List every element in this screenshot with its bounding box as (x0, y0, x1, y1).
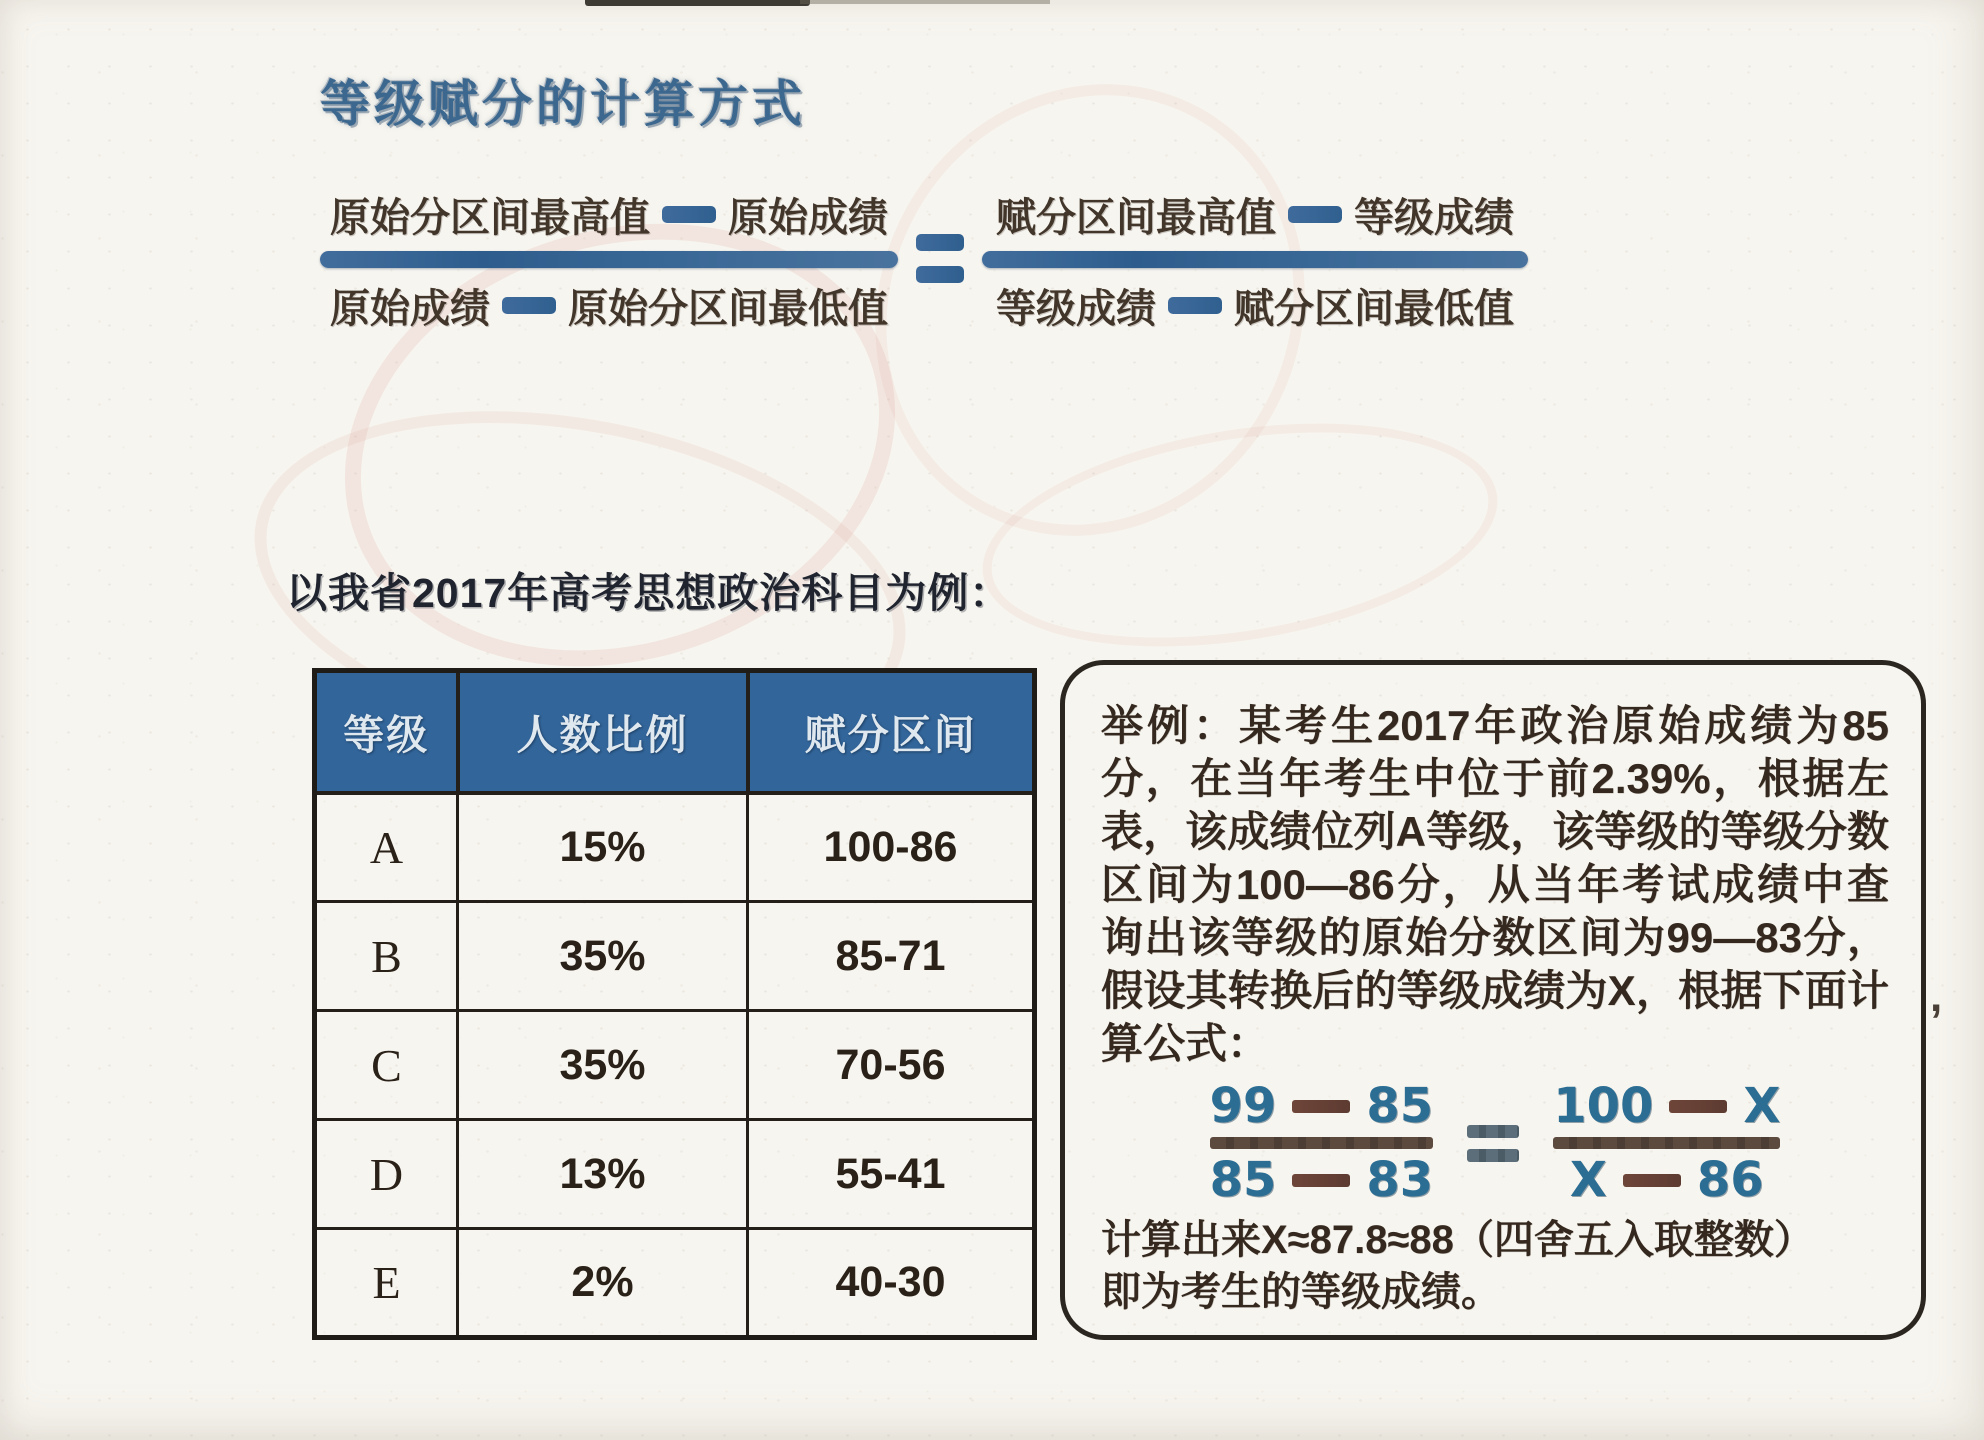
value-83: 83 (1366, 1152, 1434, 1208)
minus-icon (1292, 1174, 1350, 1187)
term-raw-score: 原始成绩 (330, 286, 490, 331)
numeric-left-numerator (1210, 1080, 1434, 1132)
minus-icon (662, 206, 716, 223)
equals-bar (1467, 1149, 1519, 1162)
ratio-cell: 35% (458, 1011, 748, 1120)
term-raw-interval-max: 原始分区间最高值 (330, 195, 650, 240)
value-99: 99 (1209, 1078, 1277, 1134)
equals-bar (1467, 1125, 1519, 1138)
pink-watermark-ring (967, 391, 1513, 680)
grade-cell: C (315, 1011, 458, 1120)
table-row (315, 793, 1035, 902)
grade-conversion-formula (320, 186, 1530, 333)
term-assigned-interval-min: 赋分区间最低值 (1234, 286, 1514, 331)
term-grade-score: 等级成绩 (1354, 195, 1514, 240)
minus-icon (1623, 1174, 1681, 1187)
ratio-cell: 35% (458, 902, 748, 1011)
range-cell: 100-86 (748, 793, 1035, 902)
conclusion-line-2: 即为考生的等级成绩。 (1101, 1270, 1501, 1314)
ratio-cell: 2% (458, 1229, 748, 1338)
grade-cell: D (315, 1120, 458, 1229)
grade-cell: B (315, 902, 458, 1011)
range-cell: 85-71 (748, 902, 1035, 1011)
numeric-left-denominator (1210, 1154, 1434, 1206)
fraction-bar (1210, 1137, 1434, 1149)
range-cell: 70-56 (748, 1011, 1035, 1120)
header-grade: 等级 (315, 671, 458, 793)
scan-speck: , (1930, 972, 1943, 1021)
equals-bar (916, 234, 964, 251)
header-ratio: 人数比例 (458, 671, 748, 793)
equals-bar (916, 266, 964, 283)
example-conclusion (1101, 1214, 1889, 1318)
value-85: 85 (1366, 1078, 1434, 1134)
header-range: 赋分区间 (748, 671, 1035, 793)
numeric-right-fraction (1553, 1080, 1780, 1206)
formula-right-fraction (982, 186, 1528, 333)
fraction-bar (320, 251, 898, 268)
minus-icon (502, 297, 556, 314)
range-cell: 55-41 (748, 1120, 1035, 1229)
term-raw-interval-min: 原始分区间最低值 (568, 286, 888, 331)
ratio-cell: 15% (458, 793, 748, 902)
scan-artifact-line-faint (800, 0, 1050, 4)
left-denominator (320, 277, 898, 333)
numeric-right-denominator (1553, 1154, 1780, 1206)
term-grade-score: 等级成绩 (996, 286, 1156, 331)
equals-icon (916, 234, 964, 285)
example-section-heading: 以我省2017年高考思想政治科目为例： (286, 570, 1012, 616)
value-100: 100 (1553, 1078, 1654, 1134)
minus-icon (1669, 1100, 1727, 1113)
ratio-cell: 13% (458, 1120, 748, 1229)
term-assigned-interval-max: 赋分区间最高值 (996, 195, 1276, 240)
value-85: 85 (1209, 1152, 1277, 1208)
term-raw-score: 原始成绩 (728, 195, 888, 240)
right-numerator (982, 186, 1528, 242)
example-numeric-formula (1101, 1080, 1889, 1206)
minus-icon (1292, 1100, 1350, 1113)
example-paragraph: 举例：某考生2017年政治原始成绩为85分，在当年考生中位于前2.39%，根据左表，该成绩位列A等级，该等级的等级分数区间为100—86分，从当年考试成绩中查询出该等级的原始分数区间为99—83分，假设其转换后的等级成绩为X，根据下面计算公式： (1101, 702, 1889, 1067)
table-row (315, 1011, 1035, 1120)
value-86: 86 (1696, 1152, 1764, 1208)
equals-icon (1467, 1125, 1519, 1162)
scan-artifact-line (585, 0, 810, 6)
table-header-row (315, 671, 1035, 793)
right-denominator (982, 277, 1528, 333)
grade-cell: A (315, 793, 458, 902)
grade-cell: E (315, 1229, 458, 1338)
value-x: X (1569, 1152, 1607, 1208)
range-cell: 40-30 (748, 1229, 1035, 1338)
minus-icon (1288, 206, 1342, 223)
fraction-bar (982, 251, 1528, 268)
grade-assignment-table (312, 668, 1037, 1340)
left-numerator (320, 186, 898, 242)
worked-example-box (1060, 660, 1926, 1340)
table-row (315, 1120, 1035, 1229)
conclusion-line-1: 计算出来X≈87.8≈88（四舍五入取整数） (1101, 1218, 1814, 1262)
numeric-right-numerator (1553, 1080, 1780, 1132)
minus-icon (1168, 297, 1222, 314)
page-title: 等级赋分的计算方式 (320, 76, 806, 132)
table-row (315, 1229, 1035, 1338)
formula-left-fraction (320, 186, 898, 333)
value-x: X (1743, 1078, 1781, 1134)
fraction-bar (1553, 1137, 1780, 1149)
table-row (315, 902, 1035, 1011)
numeric-left-fraction (1210, 1080, 1434, 1206)
